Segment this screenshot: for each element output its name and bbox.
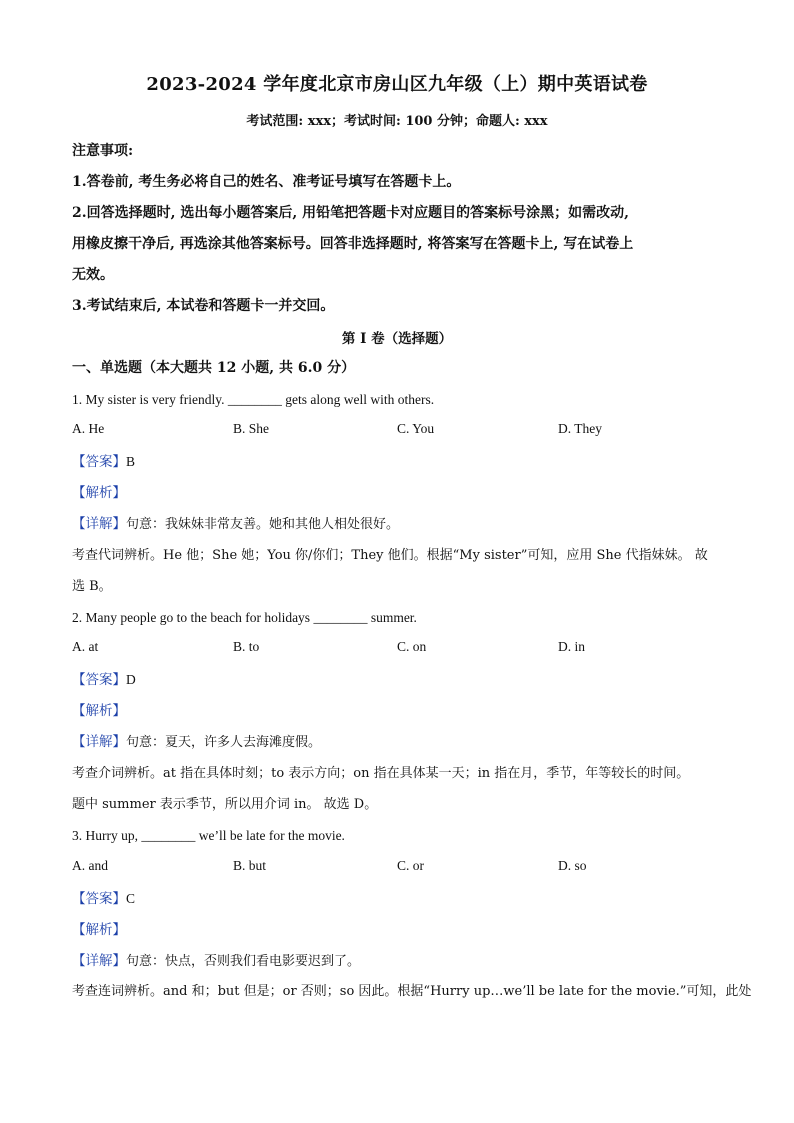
question-3-option-c: C. or xyxy=(397,858,424,873)
question-3-option-b: B. but xyxy=(233,858,267,873)
answer-label: 【答案】 xyxy=(72,672,126,688)
question-3-option-a: A. and xyxy=(72,858,108,873)
question-2-explanation-line-2: 题中 summer 表示季节，所以用介词 in。 故选 D。 xyxy=(72,797,378,812)
analysis-label: 【解析】 xyxy=(72,703,126,719)
notice-heading: 注意事项: xyxy=(72,143,134,159)
question-3-analysis xyxy=(72,920,724,940)
question-1-analysis xyxy=(72,483,724,503)
question-1-explanation-line-2: 选 B。 xyxy=(72,579,112,594)
question-3-detail xyxy=(72,951,724,972)
analysis-label: 【解析】 xyxy=(72,922,126,938)
answer-label: 【答案】 xyxy=(72,454,126,470)
detail-text: 句意：快点，否则我们看电影要迟到了。 xyxy=(126,954,361,969)
detail-label: 【详解】 xyxy=(72,516,126,532)
question-1-answer xyxy=(72,452,724,472)
question-1-option-d: D. They xyxy=(558,421,602,436)
question-3-stem: 3. Hurry up, ________ we’ll be late for the movie. xyxy=(72,828,345,843)
notice-block xyxy=(72,136,724,322)
question-2-explanation-line-1: 考查介词辨析。at 指在具体时刻；to 表示方向；on 指在具体某一天；in 指在月，季节，年等较长的时间。 xyxy=(72,766,690,781)
question-3-option-d: D. so xyxy=(558,858,587,873)
answer-value: D xyxy=(126,672,136,687)
question-2-option-d: D. in xyxy=(558,639,585,654)
question-2-answer xyxy=(72,670,724,690)
answer-label: 【答案】 xyxy=(72,891,126,907)
notice-item-2-line-2: 用橡皮擦干净后, 再选涂其他答案标号。回答非选择题时, 将答案写在答题卡上, 写在试卷上 xyxy=(72,236,634,252)
question-3-answer xyxy=(72,889,724,909)
question-1-stem: 1. My sister is very friendly. ________ gets along well with others. xyxy=(72,392,435,407)
question-2-option-a: A. at xyxy=(72,639,99,654)
question-1-explanation-line-1: 考查代词辨析。He 他；She 她；You 你/你们；They 他们。根据“My sister”可知，应用 She 代指妹妹。 故 xyxy=(72,548,708,563)
section-title: 一、单选题（本大题共 12 小题, 共 6.0 分） xyxy=(72,360,356,376)
notice-item-2-line-1: 2.回答选择题时, 选出每小题答案后, 用铅笔把答题卡对应题目的答案标号涂黑；如需改动, xyxy=(72,205,629,221)
question-1-option-b: B. She xyxy=(233,421,270,436)
question-2-detail xyxy=(72,732,724,753)
question-1-option-a: A. He xyxy=(72,421,105,436)
detail-text: 句意：我妹妹非常友善。她和其他人相处很好。 xyxy=(126,517,400,532)
detail-text: 句意：夏天，许多人去海滩度假。 xyxy=(126,735,322,750)
notice-item-3: 3.考试结束后, 本试卷和答题卡一并交回。 xyxy=(72,298,335,314)
analysis-label: 【解析】 xyxy=(72,485,126,501)
answer-value: B xyxy=(126,454,136,469)
part-title: 第 I 卷（选择题） xyxy=(341,331,453,347)
exam-info: 考试范围: xxx；考试时间: 100 分钟；命题人: xxx xyxy=(246,114,548,129)
answer-value: C xyxy=(126,891,136,906)
detail-label: 【详解】 xyxy=(72,734,126,750)
question-2-option-c: C. on xyxy=(397,639,427,654)
question-2-analysis xyxy=(72,701,724,721)
page-title: 2023-2024 学年度北京市房山区九年级（上）期中英语试卷 xyxy=(146,74,648,95)
detail-label: 【详解】 xyxy=(72,953,126,969)
question-1-option-c: C. You xyxy=(397,421,435,436)
question-2-stem: 2. Many people go to the beach for holidays ________ summer. xyxy=(72,610,417,625)
question-3-explanation-line-1: 考查连词辨析。and 和；but 但是；or 否则；so 因此。根据“Hurry up…we’ll be late for the movie.”可知，此处 xyxy=(72,984,752,999)
question-1-detail xyxy=(72,514,724,535)
notice-item-1: 1.答卷前, 考生务必将自己的姓名、准考证号填写在答题卡上。 xyxy=(72,174,461,190)
question-2-option-b: B. to xyxy=(233,639,260,654)
notice-item-2-line-3: 无效。 xyxy=(72,267,114,283)
